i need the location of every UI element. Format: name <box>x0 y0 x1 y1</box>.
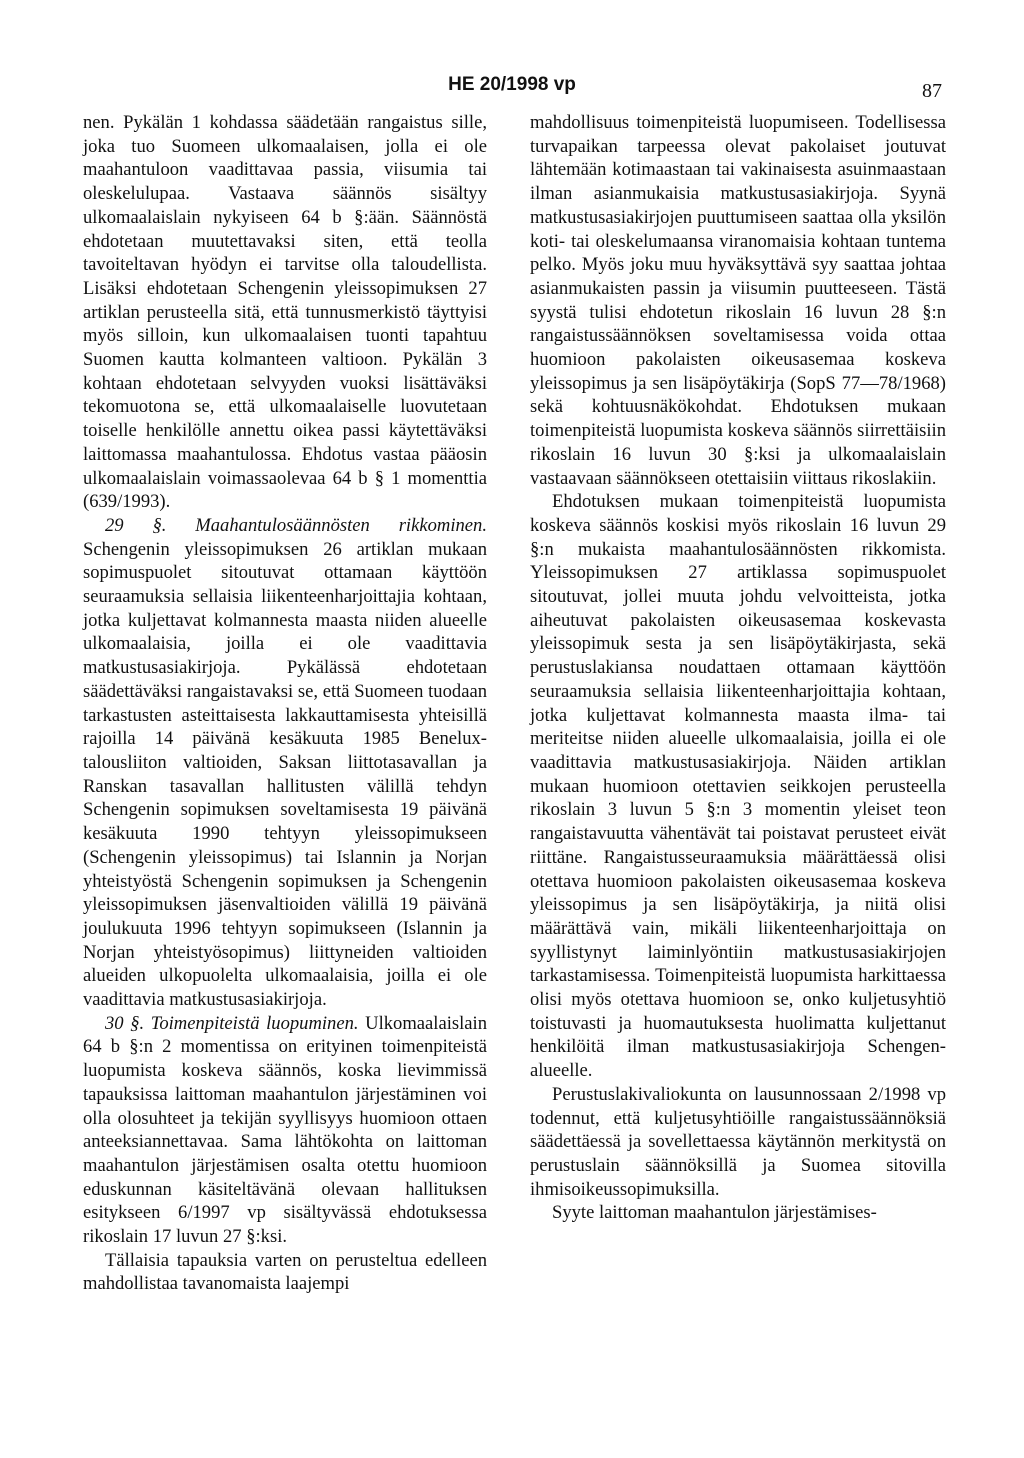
paragraph: Syyte laittoman maahantulon järjestämises- <box>552 1202 877 1224</box>
section-heading: 29 §. Maahantulosäännösten rikkominen. <box>105 514 487 536</box>
paragraph: Ehdotuksen mukaan toimenpiteistä luopumista koskeva säännös koskisi myös rikoslain 16 luvun 29 §:n mukaista maahantulosäännösten rikkomista. Yleissopimuksen 27 artiklassa sopimuspuolet sitoutuvat, jollei muuta johdu velvoitteista, jotka aiheutuvat pakolaisten oikeusasemaa koskevasta yleissopimuk sesta ja sen lisäpöytäkirjasta, sekä perustuslakiansa noudattaen ottamaan käyttöön seuraamuksia sellaisia liikenteenharjoittajia kohtaan, jotka kuljettavat kolmannesta maasta ilma- tai meriteitse niiden alueelle ulkomaalaisia, joilla ei ole vaadittavia matkustusasiakirjoja. Näiden artiklan mukaan huomioon otettavien seikkojen perusteella rikoslain 3 luvun 5 §:n 3 momentin yleiset teon rangaistavuutta vähentävät tai poistavat perusteet eivät riittäne. Rangaistusseuraamuksia määrättäessä olisi otettava huomioon pakolaisten oikeusasemaa koskeva yleissopimus ja sen lisäpöytäkirja, ja niitä olisi määrättävä vain, mikäli liikenteenharjoittaja on syyllistynyt laiminlyöntiin matkustusasiakirjojen tarkastamisessa. Toimenpiteistä luopumista harkittaessa olisi myös otettava huomioon se, onko kuljetusyhtiö toistuvasti ja huomautuksesta huolimatta kuljettanut henkilöitä ilman matkustusasiakirjoja Schengen-alueelle. <box>530 491 946 1082</box>
paragraph: Tällaisia tapauksia varten on perusteltua edelleen mahdollistaa tavanomaista laajempi <box>83 1249 487 1295</box>
section-heading: 30 §. Toimenpiteistä luopuminen. <box>105 1012 359 1034</box>
page-header <box>0 70 1024 110</box>
right-column <box>530 111 946 1225</box>
section-body: Ulkomaalaislain 64 b §:n 2 momentissa on erityinen toimenpiteistä luopumista koskeva säännös, koska lievimmissä tapauksissa laittoman maahantulon järjestäminen voi olla olosuhteet ja tekijän syyllisyys huomioon ottaen anteeksiannettavaa. Sama lähtökohta on laittoman maahantulon järjestämisen osalta otettu huomioon eduskunnan käsiteltävänä olevaan hallituksen esitykseen 6/1997 vp sisältyvässä ehdotuksessa rikoslain 17 luvun 27 §:ksi. <box>83 1012 488 1248</box>
paragraph: nen. Pykälän 1 kohdassa säädetään rangaistus sille, joka tuo Suomeen ulkomaalaisen, jolla ei ole maahantuloon vaadittavaa passia, viisumia tai oleskelulupaa. Vastaava säännös sisältyy ulkomaalaislain nykyiseen 64 b §:ään. Säännöstä ehdotetaan muutettavaksi siten, että teolla tavoiteltavan hyödyn ei tarvitse olla taloudellista. Lisäksi ehdotetaan Schengenin yleissopimuksen 27 artiklan perusteella sitä, että tunnusmerkistö täyttyisi myös silloin, kun ulkomaalaisen tuonti tapahtuu Suomen kautta kolmanteen valtioon. Pykälän 3 kohtaan ehdotetaan selvyyden vuoksi lisättäväksi tekomuotona se, että ulkomaalaiselle luovutetaan toiselle henkilölle annettu oikea passi käytettäväksi laittomassa maahantulossa. Ehdotus vastaa pääosin ulkomaalaislain voimassaolevaa 64 b § 1 momenttia (639/1993). <box>83 112 487 513</box>
section-body: Schengenin yleissopimuksen 26 artiklan mukaan sopimuspuolet sitoutuvat ottamaan käyttöön seuraamuksia sellaisia liikenteenharjoittajia kohtaan, jotka kuljettavat kolmannesta maasta niiden alueelle ulkomaalaisia, joilla ei ole vaadittavia matkustusasiakirjoja. Pykälässä ehdotetaan säädettäväksi rangaistavaksi se, että Suomeen tuodaan tarkastusten asteittaisesta lakkauttamisesta yhteisillä rajoilla 14 päivänä kesäkuuta 1985 Benelux-talousliiton valtioiden, Saksan liittotasavallan ja Ranskan tasavallan hallitusten välillä tehdyn Schengenin sopimuksen soveltamisesta 19 päivänä kesäkuuta 1990 tehtyyn yleissopimukseen (Schengenin yleissopimus) tai Islannin ja Norjan yhteistyöstä Schengenin sopimuksen ja Schengenin yleissopimuksen jäsenvaltioiden välillä 19 päivänä joulukuuta 1996 tehtyyn sopimukseen (Islannin ja Norjan yhteistyösopimus) liittyneiden valtioiden alueiden ulkopuolelta ulkomaalaisia, joilla ei ole vaadittavia matkustusasiakirjoja. <box>83 538 487 1011</box>
left-column <box>83 111 487 1296</box>
page-number: 87 <box>922 80 942 102</box>
section-30-paragraph <box>83 1012 487 1249</box>
paragraph: mahdollisuus toimenpiteistä luopumiseen. Todellisessa turvapaikan tarpeessa olevat pakolaiset joutuvat lähtemään kotimaastaan tai vakinaisesta asuinmaastaan ilman asianmukaisia matkustusasiakirjoja. Syynä matkustusasiakirjojen puuttumiseen saattaa olla yksilön koti- tai oleskelumaansa viranomaisia kohtaan tuntema pelko. Myös joku muu hyväksyttävä syy saattaa johtaa asianmukaisten passin ja viisumin puutteeseen. Tästä syystä tulisi ehdotetun rikoslain 16 luvun 28 §:n rangaistussäännöksen soveltamisessa voida ottaa huomioon pakolaisten oikeusasemaa koskeva yleissopimus ja sen lisäpöytäkirja (SopS 77—78/1968) sekä kohtuusnäkökohdat. Ehdotuksen mukaan toimenpiteistä luopumista koskeva säännös siirrettäisiin rikoslain 16 luvun 30 §:ksi ja ulkomaalaislain vastaavaan säännökseen otettaisiin viittaus rikoslakiin. <box>530 112 946 489</box>
document-title: HE 20/1998 vp <box>448 74 576 95</box>
section-29-paragraph <box>83 514 487 1012</box>
paragraph: Perustuslakivaliokunta on lausunnossaan 2/1998 vp todennut, että kuljetusyhtiöille rangaistussäännöksiä säädettäessä ja sovellettaessa käytännön merkitystä on perustuslain säännöksillä ja Suomea sitovilla ihmisoikeussopimuksilla. <box>530 1083 946 1200</box>
